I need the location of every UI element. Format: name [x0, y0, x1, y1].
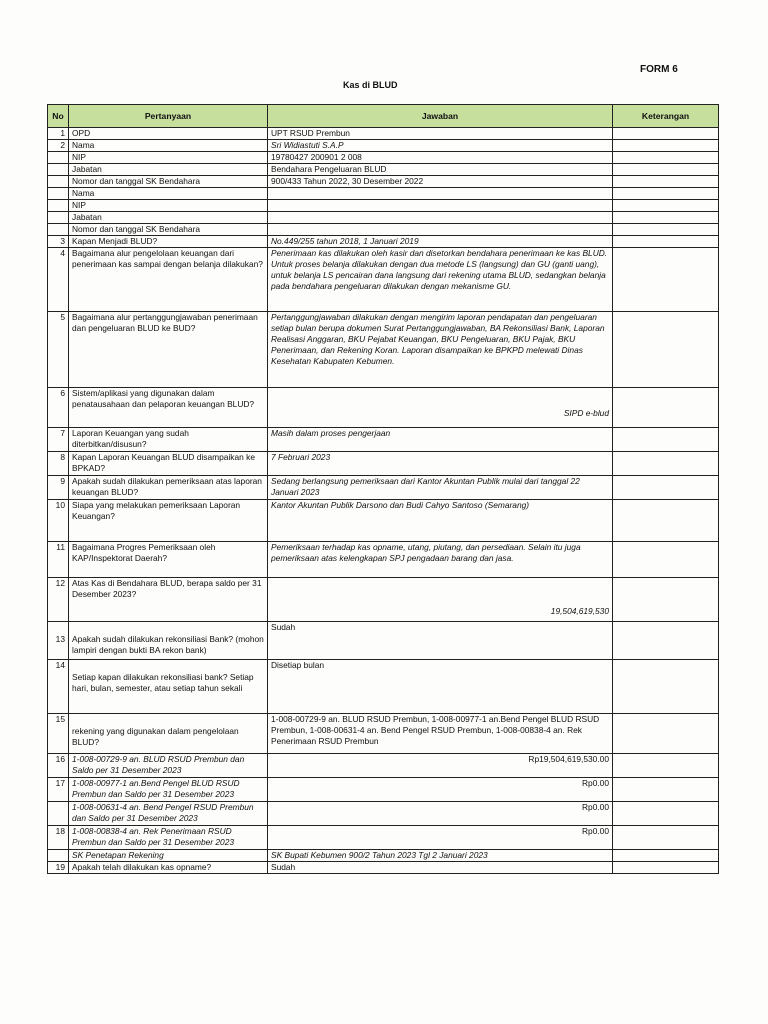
row-number [48, 212, 69, 224]
table-row [48, 140, 719, 152]
row-number [48, 850, 69, 862]
question-cell: Bagaimana Progres Pemeriksaan oleh KAP/Inspektorat Daerah? [69, 542, 268, 578]
row-number: 13 [48, 622, 69, 660]
question-cell: Laporan Keuangan yang sudah diterbitkan/disusun? [69, 428, 268, 452]
table-row [48, 212, 719, 224]
answer-cell [268, 212, 613, 224]
remarks-cell [613, 128, 719, 140]
question-cell: Nomor dan tanggal SK Bendahara [69, 176, 268, 188]
row-number [48, 200, 69, 212]
column-header-no: No [48, 105, 69, 128]
question-cell: 1-008-00838-4 an. Rek Penerimaan RSUD Prembun dan Saldo per 31 Desember 2023 [69, 826, 268, 850]
row-number [48, 188, 69, 200]
table-row [48, 778, 719, 802]
answer-cell: Pertanggungjawaban dilakukan dengan mengirim laporan pendapatan dan pengeluaran setiap bulan berupa dokumen Surat Pertanggungjawaban, BA Rekonsiliasi Bank, Laporan Realisasi Anggaran, BKU Pejabat Keuangan, BKU Pengeluaran, BKU Pajak, BKU Penerimaan, dan Rekening Koran. Laporan disampaikan ke BPKPD melewati Dinas Kesehatan Kabupaten Kebumen. [268, 312, 613, 388]
remarks-cell [613, 850, 719, 862]
table-row [48, 476, 719, 500]
question-cell: Setiap kapan dilakukan rekonsiliasi bank? Setiap hari, bulan, semester, atau setiap tahun sekali [69, 660, 268, 714]
remarks-cell [613, 862, 719, 874]
row-number: 5 [48, 312, 69, 388]
remarks-cell [613, 428, 719, 452]
answer-cell [268, 188, 613, 200]
table-row [48, 152, 719, 164]
answer-cell: Penerimaan kas dilakukan oleh kasir dan disetorkan bendahara penerimaan ke kas BLUD. Untuk proses belanja dilakukan dengan dua metode LS (langsung) dan GU (ganti uang), untuk belanja LS pencairan dana langsung dari rekening utama BLUD, sedangkan belanja pada bendahara pengeluaran dilakukan dengan mekanisme GU. [268, 248, 613, 312]
answer-cell: SK Bupati Kebumen 900/2 Tahun 2023 Tgl 2 Januari 2023 [268, 850, 613, 862]
question-cell: Jabatan [69, 212, 268, 224]
table-row [48, 754, 719, 778]
table-row [48, 622, 719, 660]
question-cell: Siapa yang melakukan pemeriksaan Laporan Keuangan? [69, 500, 268, 542]
answer-cell: No.449/255 tahun 2018, 1 Januari 2019 [268, 236, 613, 248]
table-row [48, 164, 719, 176]
answer-cell: 1-008-00729-9 an. BLUD RSUD Prembun, 1-008-00977-1 an.Bend Pengel BLUD RSUD Prembun, 1-008-00631-4 an. Bend Pengel RSUD Prembun, 1-008-00838-4 an. Rek Penerimaan RSUD Prembun [268, 714, 613, 754]
remarks-cell [613, 388, 719, 428]
answer-cell: Rp0.00 [268, 778, 613, 802]
remarks-cell [613, 826, 719, 850]
remarks-cell [613, 578, 719, 622]
answer-cell: UPT RSUD Prembun [268, 128, 613, 140]
remarks-cell [613, 164, 719, 176]
remarks-cell [613, 452, 719, 476]
row-number [48, 176, 69, 188]
row-number: 14 [48, 660, 69, 714]
table-row [48, 542, 719, 578]
remarks-cell [613, 236, 719, 248]
row-number: 3 [48, 236, 69, 248]
row-number [48, 164, 69, 176]
question-cell: 1-008-00977-1 an.Bend Pengel BLUD RSUD Prembun dan Saldo per 31 Desember 2023 [69, 778, 268, 802]
question-cell: Apakah sudah dilakukan rekonsiliasi Bank? (mohon lampiri dengan bukti BA rekon bank) [69, 622, 268, 660]
answer-cell: Sudah [268, 862, 613, 874]
answer-cell: Pemeriksaan terhadap kas opname, utang, piutang, dan persediaan. Selain itu juga pemeriksaan atas kelengkapan SPJ pengadaan barang dan jasa. [268, 542, 613, 578]
remarks-cell [613, 754, 719, 778]
row-number: 9 [48, 476, 69, 500]
remarks-cell [613, 212, 719, 224]
table-row [48, 388, 719, 428]
remarks-cell [613, 152, 719, 164]
table-row [48, 236, 719, 248]
remarks-cell [613, 224, 719, 236]
row-number: 4 [48, 248, 69, 312]
table-row [48, 578, 719, 622]
answer-cell: Sudah [268, 622, 613, 660]
table-row [48, 660, 719, 714]
table-row [48, 176, 719, 188]
answer-cell: 7 Februari 2023 [268, 452, 613, 476]
remarks-cell [613, 188, 719, 200]
row-number: 18 [48, 826, 69, 850]
question-cell: Bagaimana alur pertanggungjawaban penerimaan dan pengeluaran BLUD ke BUD? [69, 312, 268, 388]
row-number: 7 [48, 428, 69, 452]
question-cell: 1-008-00729-9 an. BLUD RSUD Prembun dan Saldo per 31 Desember 2023 [69, 754, 268, 778]
question-cell: Kapan Menjadi BLUD? [69, 236, 268, 248]
row-number: 12 [48, 578, 69, 622]
answer-cell: Kantor Akuntan Publik Darsono dan Budi Cahyo Santoso (Semarang) [268, 500, 613, 542]
column-header-question: Pertanyaan [69, 105, 268, 128]
remarks-cell [613, 248, 719, 312]
remarks-cell [613, 714, 719, 754]
document-title: Kas di BLUD [343, 80, 398, 90]
answer-cell [268, 200, 613, 212]
answer-cell: Rp0.00 [268, 826, 613, 850]
answer-cell: Bendahara Pengeluaran BLUD [268, 164, 613, 176]
question-cell: 1-008-00631-4 an. Bend Pengel RSUD Prembun dan Saldo per 31 Desember 2023 [69, 802, 268, 826]
row-number [48, 152, 69, 164]
answer-cell [268, 224, 613, 236]
question-cell: Bagaimana alur pengelolaan keuangan dari penerimaan kas sampai dengan belanja dilakukan? [69, 248, 268, 312]
answer-cell: 19780427 200901 2 008 [268, 152, 613, 164]
row-number [48, 802, 69, 826]
row-number [48, 224, 69, 236]
question-cell: Nomor dan tanggal SK Bendahara [69, 224, 268, 236]
questionnaire-table [47, 104, 719, 874]
question-cell: Kapan Laporan Keuangan BLUD disampaikan ke BPKAD? [69, 452, 268, 476]
table-row [48, 862, 719, 874]
remarks-cell [613, 312, 719, 388]
row-number: 2 [48, 140, 69, 152]
question-cell: Jabatan [69, 164, 268, 176]
row-number: 1 [48, 128, 69, 140]
table-header-row [48, 105, 719, 128]
remarks-cell [613, 200, 719, 212]
table-row [48, 500, 719, 542]
remarks-cell [613, 660, 719, 714]
row-number: 19 [48, 862, 69, 874]
question-cell: NIP [69, 152, 268, 164]
remarks-cell [613, 622, 719, 660]
answer-cell: Masih dalam proses pengerjaan [268, 428, 613, 452]
table-row [48, 802, 719, 826]
question-cell: SK Penetapan Rekening [69, 850, 268, 862]
answer-cell: Disetiap bulan [268, 660, 613, 714]
answer-cell: Sri Widiastuti S.A.P [268, 140, 613, 152]
answer-cell: Rp19,504,619,530.00 [268, 754, 613, 778]
question-cell: Sistem/aplikasi yang digunakan dalam penatausahaan dan pelaporan keuangan BLUD? [69, 388, 268, 428]
table-row [48, 428, 719, 452]
remarks-cell [613, 176, 719, 188]
table-row [48, 248, 719, 312]
column-header-remarks: Keterangan [613, 105, 719, 128]
table-row [48, 312, 719, 388]
table-row [48, 452, 719, 476]
answer-cell: Rp0.00 [268, 802, 613, 826]
table-row [48, 714, 719, 754]
answer-cell: 19,504,619,530 [268, 578, 613, 622]
question-cell: Apakah sudah dilakukan pemeriksaan atas laporan keuangan BLUD? [69, 476, 268, 500]
question-cell: OPD [69, 128, 268, 140]
remarks-cell [613, 476, 719, 500]
question-cell: Nama [69, 140, 268, 152]
row-number: 10 [48, 500, 69, 542]
row-number: 8 [48, 452, 69, 476]
answer-cell: Sedang berlangsung pemeriksaan dari Kantor Akuntan Publik mulai dari tanggal 22 Januari 2023 [268, 476, 613, 500]
table-row [48, 224, 719, 236]
row-number: 6 [48, 388, 69, 428]
remarks-cell [613, 802, 719, 826]
remarks-cell [613, 140, 719, 152]
table-row [48, 200, 719, 212]
remarks-cell [613, 500, 719, 542]
question-cell: Atas Kas di Bendahara BLUD, berapa saldo per 31 Desember 2023? [69, 578, 268, 622]
remarks-cell [613, 778, 719, 802]
question-cell: Apakah telah dilakukan kas opname? [69, 862, 268, 874]
row-number: 17 [48, 778, 69, 802]
row-number: 15 [48, 714, 69, 754]
row-number: 16 [48, 754, 69, 778]
answer-cell: 900/433 Tahun 2022, 30 Desember 2022 [268, 176, 613, 188]
question-cell: rekening yang digunakan dalam pengelolaan BLUD? [69, 714, 268, 754]
form-number: FORM 6 [640, 64, 678, 75]
table-row [48, 826, 719, 850]
question-cell: NIP [69, 200, 268, 212]
table-row [48, 850, 719, 862]
question-cell: Nama [69, 188, 268, 200]
row-number: 11 [48, 542, 69, 578]
table-row [48, 128, 719, 140]
answer-cell: SIPD e-blud [268, 388, 613, 428]
table-row [48, 188, 719, 200]
column-header-answer: Jawaban [268, 105, 613, 128]
remarks-cell [613, 542, 719, 578]
